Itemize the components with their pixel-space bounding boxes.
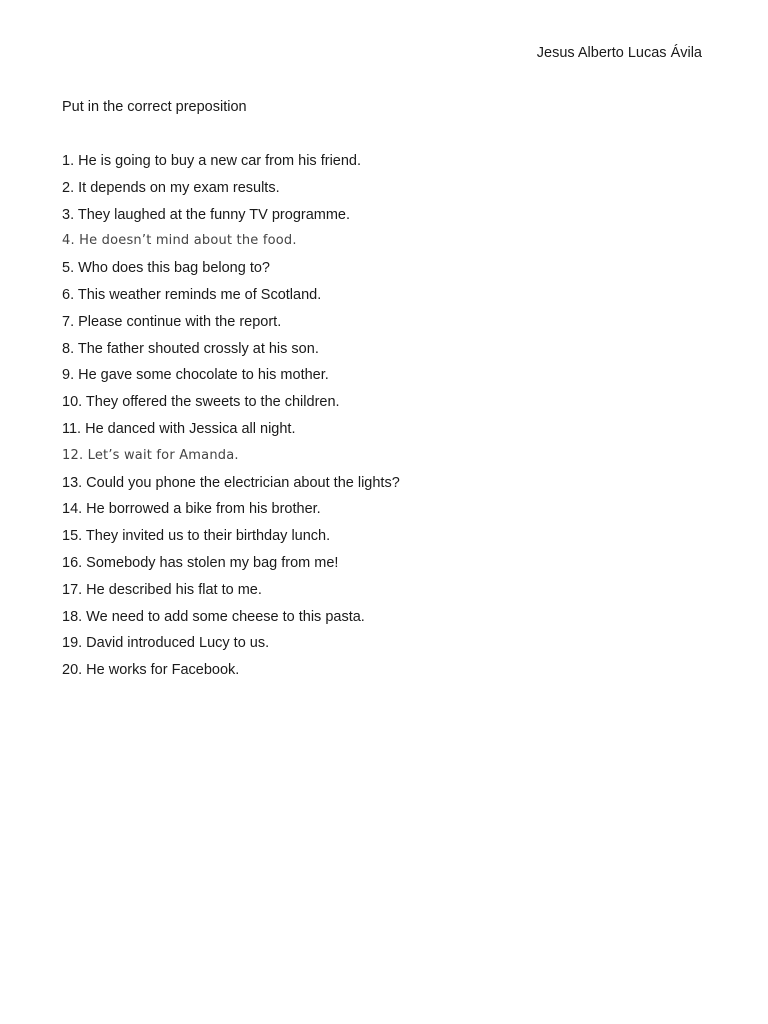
list-item: 11. He danced with Jessica all night.	[62, 420, 296, 437]
list-item: 9. He gave some chocolate to his mother.	[62, 367, 329, 384]
list-item: 14. He borrowed a bike from his brother.	[62, 501, 321, 518]
list-item: 2. It depends on my exam results.	[62, 179, 280, 196]
list-item: 8. The father shouted crossly at his son.	[62, 340, 319, 357]
list-item: 17. He described his flat to me.	[62, 581, 262, 598]
list-item: 5. Who does this bag belong to?	[62, 260, 270, 277]
list-item: 15. They invited us to their birthday lunch.	[62, 528, 331, 545]
list-item: 19. David introduced Lucy to us.	[62, 635, 270, 652]
list-item: 18. We need to add some cheese to this pasta.	[62, 608, 365, 625]
list-item: 10. They offered the sweets to the children.	[62, 394, 340, 411]
author-name: Jesus Alberto Lucas Ávila	[536, 45, 702, 61]
list-item: 16. Somebody has stolen my bag from me!	[62, 554, 339, 571]
list-item: 3. They laughed at the funny TV programme.	[62, 206, 351, 223]
list-item: 20. He works for Facebook.	[62, 662, 240, 679]
list-item: 4. He doesn’t mind about the food.	[62, 233, 297, 249]
list-item: 12. Let’s wait for Amanda.	[62, 447, 239, 463]
sentence-list	[62, 151, 400, 687]
exercise-instruction: Put in the correct preposition	[62, 99, 247, 115]
list-item: 1. He is going to buy a new car from his friend.	[62, 153, 362, 169]
list-item: 13. Could you phone the electrician about the lights?	[62, 474, 400, 491]
list-item: 6. This weather reminds me of Scotland.	[62, 286, 322, 303]
list-item: 7. Please continue with the report.	[62, 313, 282, 330]
